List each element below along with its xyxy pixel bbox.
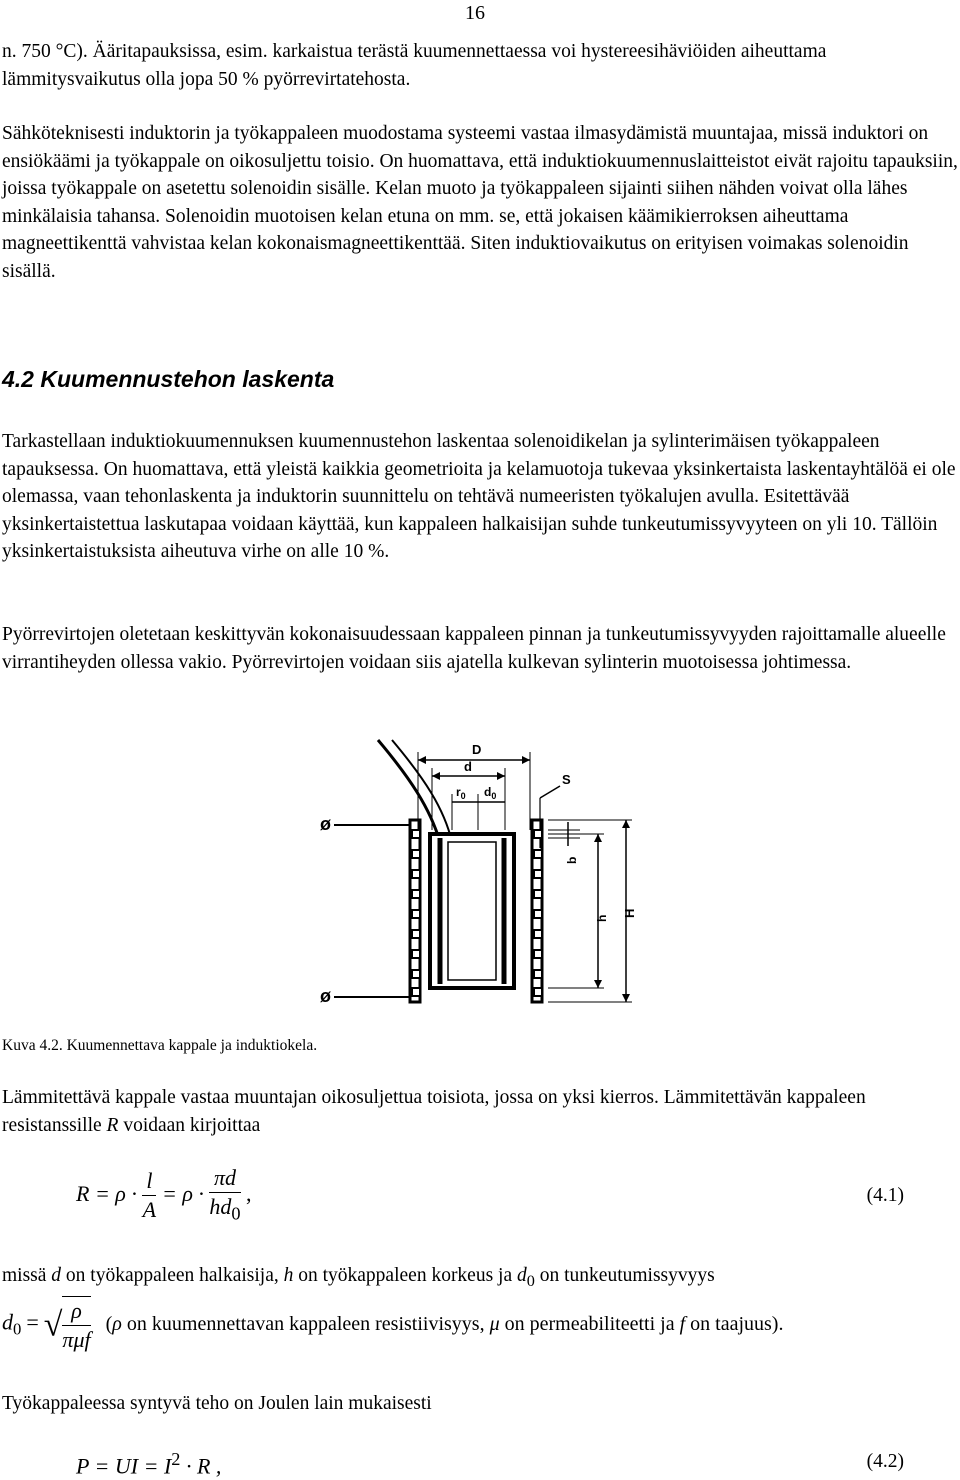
paragraph-calculation: Tarkastellaan induktiokuumennuksen kuumennustehon laskentaa solenoidikelan ja sylinterimäisen työkappaleen tapauksessa. On huomattava, että yleistä kaikkia geometrioita ja kelamuotoja tukevaa yksinkertaista laskentayhtälöä ei ole olemassa, vaan tehonlaskenta ja induktorin suunnittelu on tehtävä numeeristen työkalujen avulla. Esitettävää yksinkertaistettua laskutapaa voidaan käyttää, kun kappaleen halkaisijan suhde tunkeutumissyvyyteen on yli 10. Tällöin yksinkertaistuksista aiheutuva virhe on alle 10 %. [2, 431, 956, 562]
coil-turn [534, 890, 542, 898]
arrow-icon [594, 834, 602, 842]
coil-turn [534, 950, 542, 958]
denominator [209, 1193, 240, 1227]
numerator: l [142, 1167, 156, 1196]
figure-induction-coil [300, 738, 660, 1037]
coil-turn [412, 890, 420, 898]
coil-turn [412, 850, 420, 858]
coil-turn [412, 970, 420, 978]
coil-turn [412, 988, 420, 996]
arrow-icon [622, 994, 630, 1002]
var-d0: d [517, 1265, 527, 1286]
text-span: ( [105, 1312, 113, 1335]
coil-turn [412, 870, 420, 878]
var-f: f [679, 1312, 686, 1335]
var-h: h [283, 1265, 294, 1286]
label-H: H [622, 908, 637, 918]
paragraph-eddy-currents: Pyörrevirtojen oletetaan keskittyvän kokonaisuudessaan kappaleen pinnan ja tunkeutumissyvyyden rajoittamalle alueelle virrantiheyden ollessa vakio. Pyörrevirtojen voidaan siis ajatella kulkevan sylinterin muotoisessa johtimessa. [2, 624, 946, 673]
denominator: πμf [62, 1327, 91, 1352]
var-mu: μ [489, 1312, 500, 1335]
label-S: S [562, 772, 571, 787]
leader-line-S [540, 786, 560, 798]
coil-turn [412, 930, 420, 938]
terminal-phi-top: ø [320, 814, 331, 834]
eq-lhs: R = ρ · [76, 1180, 137, 1206]
coil-turn [412, 830, 420, 838]
sub-0: 0 [526, 1271, 535, 1290]
sqrt-expression [44, 1296, 91, 1354]
coil-turn [534, 930, 542, 938]
terminal-phi-bottom: ø [320, 986, 331, 1006]
text-span: missä [2, 1265, 52, 1286]
depth-note [106, 1313, 784, 1335]
eq-mid: = ρ · [161, 1180, 204, 1206]
label-D: D [472, 742, 482, 757]
text-span: voidaan kirjoittaa [118, 1114, 261, 1136]
text-span: on työkappaleen halkaisija, [61, 1265, 284, 1286]
label-r0: $r_0$ [456, 785, 466, 801]
var-R: R [106, 1114, 119, 1136]
coil-turn [534, 910, 542, 918]
coil-turn [534, 970, 542, 978]
coil-turn [534, 830, 542, 838]
text-span: on taajuus). [685, 1312, 784, 1335]
fraction-pi-d [209, 1164, 240, 1227]
figure-caption: Kuva 4.2. Kuumennettava kappale ja induktiokela. [2, 1037, 318, 1054]
label-d: d [464, 759, 472, 774]
arrow-icon [594, 980, 602, 988]
paragraph-intro: n. 750 °C). Ääritapauksissa, esim. karkaistua terästä kuumennettaessa voi hystereesihäviöiden aiheuttama lämmitysvaikutus olla jopa 50 % pyörrevirtatehosta. [2, 41, 827, 90]
paragraph-resistance [2, 1084, 958, 1139]
arrow-icon [622, 820, 630, 828]
den-sub: 0 [231, 1203, 241, 1224]
var-d: d [51, 1265, 62, 1286]
denominator: A [142, 1197, 157, 1223]
text-span: on tunkeutumissyvyys [534, 1265, 715, 1286]
coil-diagram [300, 738, 660, 1028]
equation-4-2 [76, 1446, 221, 1480]
sub-0: 0 [13, 1319, 22, 1339]
section-heading: 4.2 Kuumennustehon laskenta [2, 366, 335, 392]
numerator: ρ [62, 1297, 90, 1326]
equation-number-4-1: (4.1) [866, 1185, 904, 1206]
cable-line [392, 740, 452, 842]
page-number: 16 [465, 2, 485, 24]
arrow-icon [497, 772, 505, 780]
label-b: b [565, 856, 579, 864]
coil-turn [534, 850, 542, 858]
coil-turn [534, 988, 542, 996]
equation-number-4-2: (4.2) [866, 1451, 904, 1472]
paragraph-joule: Työkappaleessa syntyvä teho on Joulen lain mukaisesti [2, 1393, 432, 1414]
arrow-icon [522, 756, 530, 764]
eq-sup: 2 [171, 1449, 181, 1469]
eq-lhs: d [2, 1309, 13, 1335]
den-text: hd [209, 1194, 232, 1219]
text-span: on työkappaleen korkeus ja [293, 1265, 517, 1286]
eq-tail: , [246, 1180, 252, 1206]
coil-turn [412, 950, 420, 958]
fraction-l-over-A [142, 1167, 156, 1224]
text-span: on permeabiliteetti ja [499, 1312, 680, 1335]
equation-4-1 [76, 1164, 252, 1227]
fraction-rho [62, 1296, 90, 1354]
paragraph-transformer: Sähköteknisesti induktorin ja työkappaleen muodostama systeemi vastaa ilmasydämistä muuntajaa, missä induktori on ensiökäämi ja työkappale on oikosuljettu toisio. On huomattava, että induktiokuumennuslaitteistot eivät rajoitu tapauksiin, joissa työkappale on asetettu solenoidin sisälle. Kelan muoto ja työkappaleen sijainti siihen nähden voivat olla lähes minkälaisia tahansa. Solenoidin muotoisen kelan etuna on mm. se, että jokaisen käämikierroksen aiheuttama magneettikenttä vahvistaa kelan kokonaismagneettikenttää. Siten induktiovaikutus on erityisen voimakas solenoidin sisällä. [2, 123, 958, 282]
coil-turn [412, 910, 420, 918]
label-h: h [595, 914, 609, 922]
numerator: πd [209, 1164, 240, 1193]
workpiece-core [448, 842, 496, 980]
eq-sign: = [26, 1309, 39, 1335]
text-span: Lämmitettävä kappale vastaa muuntajan oikosuljettua toisiota, jossa on yksi kierros. Lämmitettävän kappaleen resistanssille [2, 1087, 866, 1136]
sqrt-icon: √ [43, 1306, 63, 1344]
eq-text: · R , [180, 1453, 222, 1479]
eq-text: P = UI = I [76, 1453, 172, 1479]
paragraph-variables [2, 1262, 958, 1295]
equation-penetration-depth [2, 1296, 783, 1354]
coil-turn [534, 870, 542, 878]
label-d0: $d_0$ [484, 785, 497, 801]
var-rho: ρ [112, 1312, 122, 1335]
arrow-icon [432, 772, 440, 780]
arrow-icon [418, 756, 426, 764]
text-span: on kuumennettavan kappaleen resistiivisyys, [121, 1312, 490, 1335]
